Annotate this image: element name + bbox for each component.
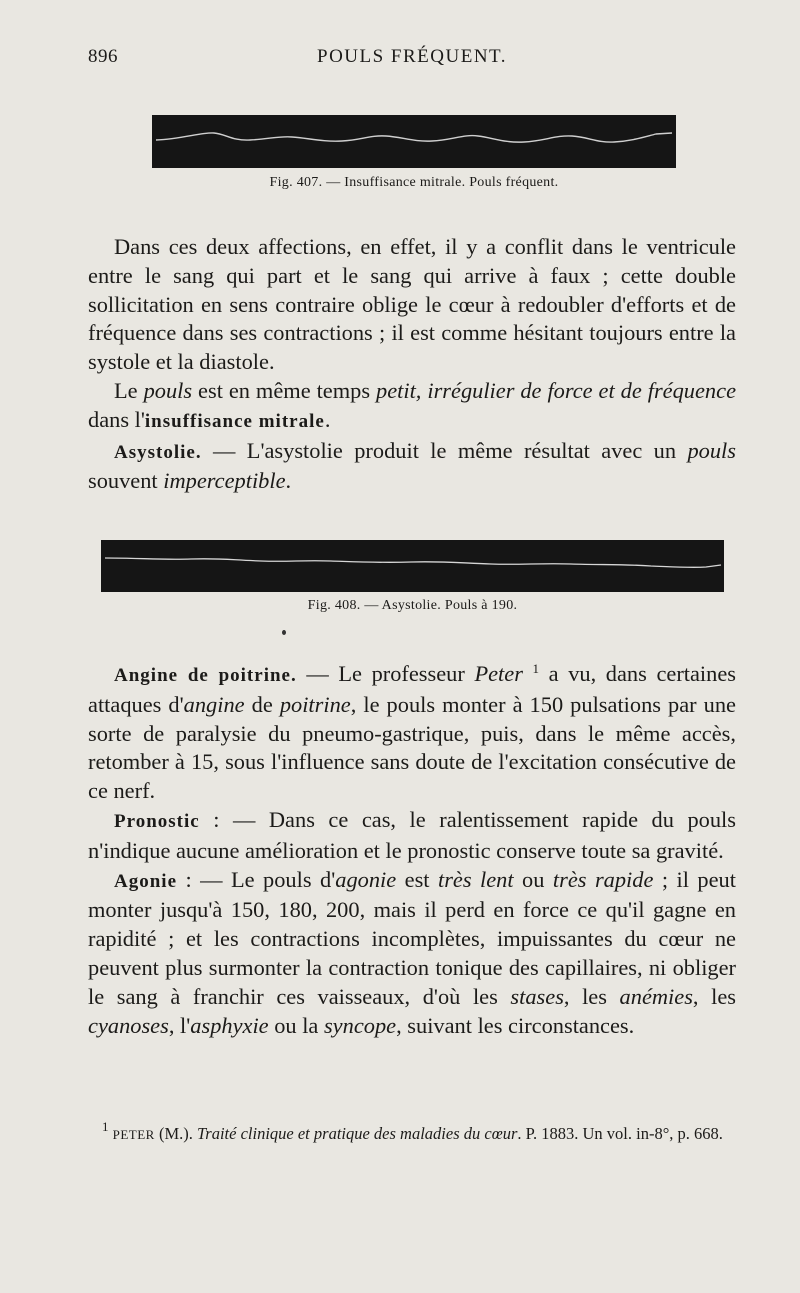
figure-408-caption: Fig. 408. — Asystolie. Pouls à 190. bbox=[307, 598, 518, 613]
term-asystolie: Asystolie. bbox=[114, 441, 202, 463]
body-text-bottom bbox=[88, 655, 736, 1040]
footnote: $^1$ PETER (M.). Traité clinique et pratique des maladies du cœur. P. 1883. Un vol. in-8°, p. 668. bbox=[102, 1119, 723, 1143]
pulse-trace-figure-407 bbox=[152, 115, 676, 168]
footnote-book-title: Traité clinique et pratique des maladies du cœur bbox=[197, 1124, 518, 1143]
footnote-mark: 1 bbox=[102, 1119, 109, 1134]
term-pronostic: Pronostic bbox=[114, 810, 200, 832]
running-title: POULS FRÉQUENT. bbox=[317, 46, 507, 67]
paragraph-asystolie: Asystolie. — L'asystolie produit le même résultat avec un pouls souvent imperceptible. bbox=[88, 437, 736, 494]
figure-407-caption: Fig. 407. — Insuffisance mitrale. Pouls fréquent. bbox=[269, 175, 559, 190]
pulse-trace-figure-408 bbox=[101, 540, 724, 592]
paragraph-conflict: Dans ces deux affections, en effet, il y a conflit dans le ventricule entre le sang qui part et le sang qui arrive à faux ; cette double sollicitation en sens contraire oblige le cœur à redoubler d'efforts et de fréquence dans ses contractions ; il est comme hésitant toujours entre la systole et la diastole. bbox=[88, 234, 736, 375]
footnote-author: PETER bbox=[112, 1127, 155, 1142]
term-agonie: Agonie bbox=[114, 870, 177, 892]
paragraph-pronostic: Pronostic : — Dans ce cas, le ralentissement rapide du pouls n'indique aucune amélioration et le pronostic conserve toute sa gravité. bbox=[88, 806, 736, 863]
term-angine: Angine de poitrine. bbox=[114, 665, 297, 686]
page-number: 896 bbox=[88, 46, 118, 67]
paragraph-angine: Angine de poitrine. — Le professeur Peter $^1$ a vu, dans certaines attaques d'angine de poitrine, le pouls monter à 150 pulsations par une sorte de paralysie du pneumo-gastrique, puis, dans le même accès, retomber à 15, sous l'influence sans doute de l'excitation consécutive de ce nerf. bbox=[88, 661, 737, 804]
paragraph-mitral-pulse: Le pouls est en même temps petit, irrégulier de force et de fréquence dans l'insuffisance mitrale. bbox=[88, 377, 737, 432]
footnote-ref: 1 bbox=[532, 661, 540, 676]
paragraph-agonie: Agonie : — Le pouls d'agonie est très lent ou très rapide ; il peut monter jusqu'à 150, 180, 200, mais il perd en force ce qu'il gagne en rapidité ; et les contractions incomplètes, impuissantes du cœur ne peuvent plus surmonter la contraction tonique des capillaires, ni obliger le sang à franchir ces vaisseaux, d'où les stases, les anémies, les cyanoses, l'asphyxie ou la syncope, suivant les circonstances. bbox=[88, 866, 736, 1038]
ink-dot bbox=[282, 630, 286, 635]
body-text-top bbox=[88, 233, 736, 496]
